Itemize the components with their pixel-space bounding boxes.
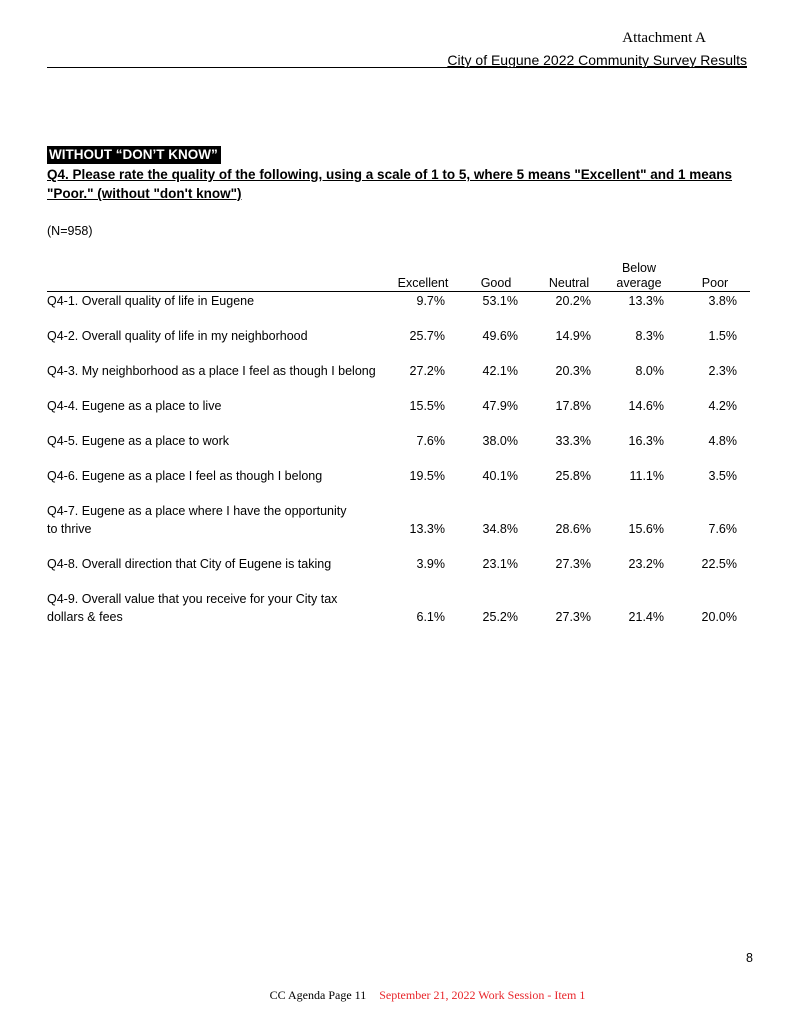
table-cell: 14.6% <box>628 399 664 413</box>
table-cell: 27.3% <box>555 610 591 624</box>
row-label-line1: Q4-1. Overall quality of life in Eugene <box>47 294 255 308</box>
table-cell: 27.3% <box>555 557 591 571</box>
table-cell: 13.3% <box>628 294 664 308</box>
row-label <box>47 502 392 538</box>
report-title: City of Eugune 2022 Community Survey Results <box>447 52 747 68</box>
table-cell: 25.8% <box>555 469 591 483</box>
table-cell: 34.8% <box>482 522 518 536</box>
footer-agenda: CC Agenda Page 11 <box>269 988 367 1002</box>
table-cell: 13.3% <box>409 522 445 536</box>
table-cell: 21.4% <box>628 610 664 624</box>
row-label <box>47 555 392 573</box>
page-number: 8 <box>746 951 753 965</box>
col-header-neutral: Neutral <box>548 276 590 290</box>
table-cell: 20.0% <box>701 610 737 624</box>
table-cell: 6.1% <box>416 610 445 624</box>
page-footer <box>0 988 800 1003</box>
table-cell: 1.5% <box>708 329 737 343</box>
table-cell: 8.0% <box>635 364 664 378</box>
col-header-below-line2: average <box>616 276 662 290</box>
table-cell: 15.6% <box>628 522 664 536</box>
table-cell: 22.5% <box>701 557 737 571</box>
question-text: Q4. Please rate the quality of the following, using a scale of 1 to 5, where 5 means "Excellent" and 1 means "Poor." (without "don't know") <box>47 167 733 201</box>
table-cell: 47.9% <box>482 399 518 413</box>
col-header-good: Good <box>480 276 512 290</box>
table-cell: 17.8% <box>555 399 591 413</box>
table-cell: 14.9% <box>555 329 591 343</box>
col-header-excellent: Excellent <box>397 276 449 290</box>
table-cell: 23.1% <box>482 557 518 571</box>
row-label-line1: Q4-4. Eugene as a place to live <box>47 399 222 413</box>
table-cell: 23.2% <box>628 557 664 571</box>
table-cell: 15.5% <box>409 399 445 413</box>
row-label <box>47 590 392 626</box>
table-cell: 19.5% <box>409 469 445 483</box>
without-dont-know-tag: WITHOUT “DON’T KNOW” <box>47 146 221 164</box>
table-cell: 7.6% <box>416 434 445 448</box>
table-cell: 4.2% <box>708 399 737 413</box>
row-label <box>47 327 392 345</box>
table-cell: 9.7% <box>416 294 445 308</box>
row-label <box>47 292 392 310</box>
table-cell: 8.3% <box>635 329 664 343</box>
row-label <box>47 467 392 485</box>
table-cell: 49.6% <box>482 329 518 343</box>
table-cell: 20.3% <box>555 364 591 378</box>
table-cell: 38.0% <box>482 434 518 448</box>
table-cell: 3.8% <box>708 294 737 308</box>
table-cell: 40.1% <box>482 469 518 483</box>
row-label-line1: Q4-6. Eugene as a place I feel as though I belong <box>47 469 323 483</box>
row-label <box>47 362 392 380</box>
table-cell: 20.2% <box>555 294 591 308</box>
table-cell: 7.6% <box>708 522 737 536</box>
row-label <box>47 432 392 450</box>
row-label-line1: Q4-3. My neighborhood as a place I feel as though I belong <box>47 364 376 378</box>
header-divider <box>47 67 747 68</box>
row-label-line1: Q4-9. Overall value that you receive for your City tax <box>47 592 338 606</box>
row-label-line1: Q4-5. Eugene as a place to work <box>47 434 230 448</box>
table-cell: 11.1% <box>629 469 664 483</box>
attachment-label: Attachment A <box>622 30 706 46</box>
table-cell: 33.3% <box>555 434 591 448</box>
table-cell: 27.2% <box>409 364 445 378</box>
table-cell: 53.1% <box>482 294 518 308</box>
table-cell: 2.3% <box>708 364 737 378</box>
row-label-line1: Q4-7. Eugene as a place where I have the opportunity <box>47 504 347 518</box>
table-cell: 25.7% <box>409 329 445 343</box>
row-label-line2: to thrive <box>47 522 92 536</box>
col-header-poor: Poor <box>701 276 729 290</box>
table-cell: 25.2% <box>482 610 518 624</box>
table-header <box>47 256 750 292</box>
sample-size: (N=958) <box>47 224 93 238</box>
row-label-line2: dollars & fees <box>47 610 123 624</box>
table-cell: 28.6% <box>555 522 591 536</box>
row-label-line1: Q4-8. Overall direction that City of Eugene is taking <box>47 557 332 571</box>
table-cell: 16.3% <box>628 434 664 448</box>
table-cell: 42.1% <box>482 364 518 378</box>
footer-session: September 21, 2022 Work Session - Item 1 <box>379 988 586 1002</box>
table-cell: 3.9% <box>416 557 445 571</box>
results-table <box>47 256 750 624</box>
table-cell: 4.8% <box>708 434 737 448</box>
col-header-below-average <box>609 261 669 291</box>
row-label-line1: Q4-2. Overall quality of life in my neighborhood <box>47 329 308 343</box>
table-cell: 3.5% <box>708 469 737 483</box>
col-header-below-line1: Below <box>621 261 657 275</box>
row-label <box>47 397 392 415</box>
